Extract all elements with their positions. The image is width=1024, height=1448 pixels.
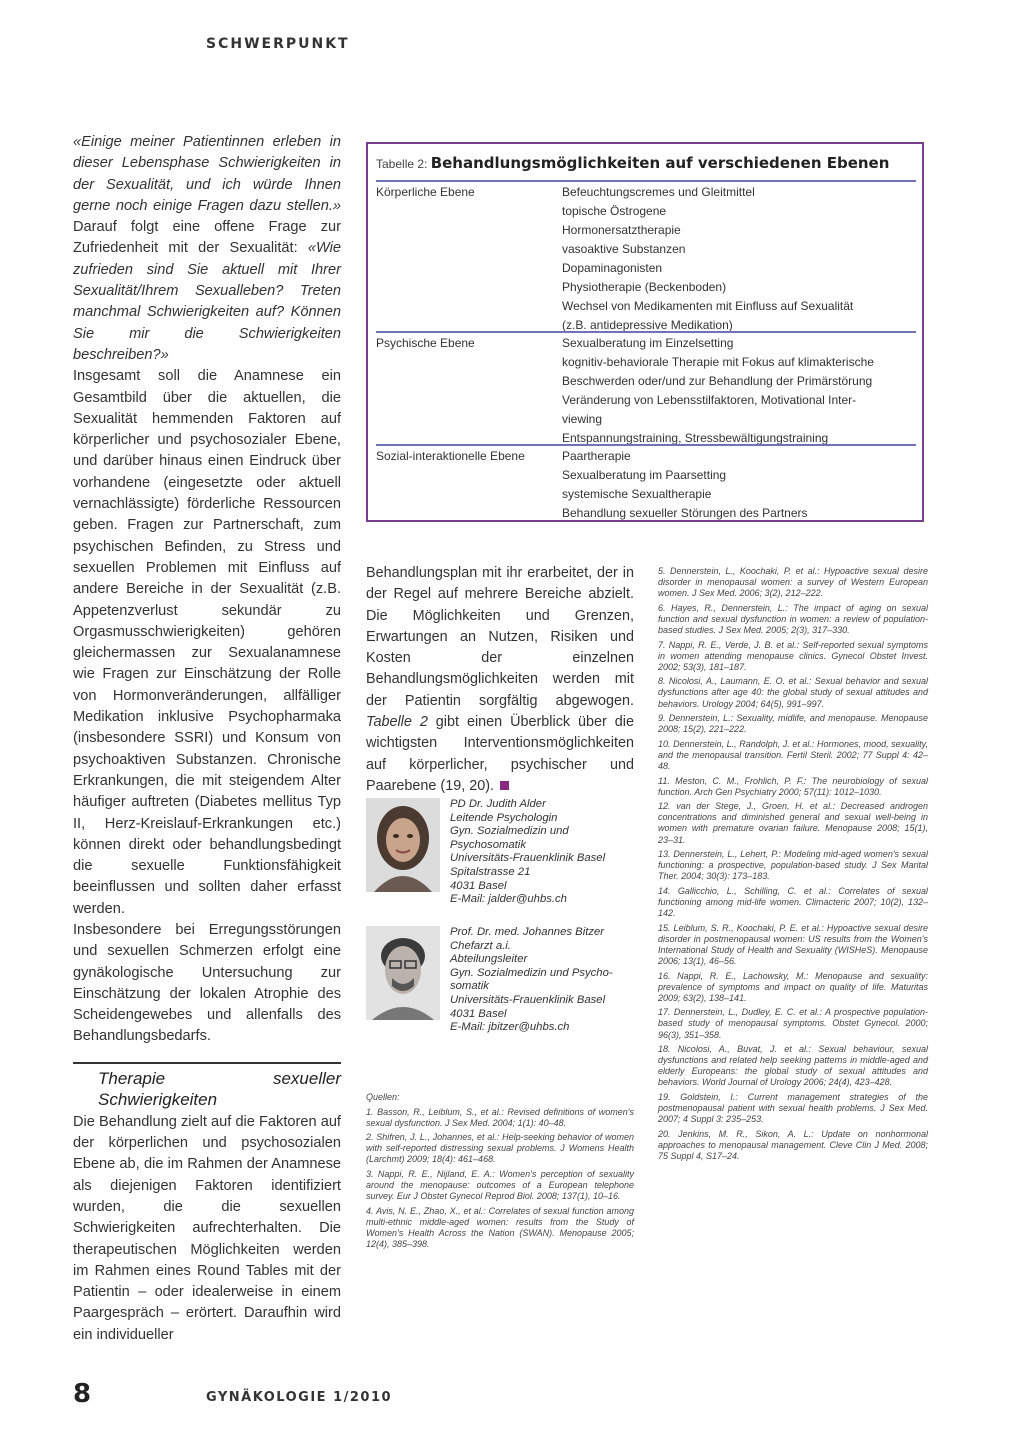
table-item: Beschwerden oder/und zur Behandlung der Primärstörung (562, 374, 873, 388)
table-item: Sexualberatung im Einzelsetting (562, 336, 734, 350)
author-role: Abteilungsleiter (450, 953, 528, 966)
reference-item: 10. Dennerstein, L., Randolph, J. et al.: Hormones, mood, sexuality, and the menopausal transition. Fertil Steril. 2002; 77 Suppl 4: 42–48. (658, 738, 928, 771)
author-email: E-Mail: jbitzer@uhbs.ch (450, 1021, 570, 1034)
quote-2: «Wie zufrieden sind Sie aktuell mit Ihrer Sexualität/Ihrem Sexualleben? Treten manchmal Schwierigkeiten auf? Können Sie mir die Schwierigkeiten beschreiben?» (73, 240, 341, 363)
quote-1: «Einige meiner Patientinnen erleben in dieser Lebensphase Schwierigkeiten in der Sexualität, und ich würde Ihnen gerne noch einige Fragen dazu stellen.» (73, 134, 341, 214)
author-role: Leitende Psychologin (450, 811, 558, 824)
section-divider (73, 1062, 341, 1064)
table-title: Behandlungsmöglichkeiten auf verschiedenen Ebenen (430, 154, 890, 172)
author-name: Prof. Dr. med. Johannes Bitzer (450, 926, 605, 938)
table-group-sozial (376, 447, 916, 523)
reference-item: 7. Nappi, R. E., Verde, J. B. et al.: Self-reported sexual symptoms in women attending menopause clinics. Gynecol Obstet Invest. 2002; 53(3), 181–187. (658, 639, 928, 672)
author-street: Spitalstrasse 21 (450, 865, 531, 878)
author-block-bitzer (366, 926, 646, 1034)
author-institution: Universitäts-Frauenklinik Basel (450, 993, 606, 1006)
paragraph-intro (73, 132, 341, 366)
section-title: Therapie sexueller Schwierigkeiten (98, 1068, 341, 1109)
left-column (73, 132, 341, 1346)
reference-item: 12. van der Stege, J., Groen, H. et al.: Decreased androgen concentrations and diminished general and sexual well-being in women with premature ovarian failure. Menopause 2008; 15(1), 23–31. (658, 801, 928, 845)
table-item: Paartherapie (562, 449, 631, 463)
author-role: Chefarzt a.i. (450, 939, 511, 952)
reference-item: 19. Goldstein, I.: Current management strategies of the postmenopausal patient with sexual health problems. J Sex Med. 2007; 4 Suppl 3: 235–253. (658, 1092, 928, 1125)
table-items (562, 334, 874, 448)
table-item: viewing (562, 412, 603, 426)
table-rule (376, 331, 916, 333)
table-items (562, 183, 853, 335)
table-items (562, 447, 808, 523)
author-dept: Gyn. Sozialmedizin und (450, 825, 569, 838)
reference-item: 20. Jenkins, M. R., Sikon, A. L.: Update on nonhormonal approaches to menopausal management. Cleve Clin J Med. 2008; 75 Suppl 4, S17–24. (658, 1128, 928, 1161)
author-dept: somatik (450, 980, 489, 993)
author-details (450, 798, 650, 907)
table-item: kognitiv-behaviorale Therapie mit Fokus auf klimakterische (562, 355, 874, 369)
reference-item: 1. Basson, R., Leiblum, S., et al.: Revised definitions of women's sexual dysfunction. J Sex Med. 2004; 1(1): 40–48. (366, 1106, 634, 1128)
author-details (450, 926, 650, 1035)
table-item: Hormonersatztherapie (562, 223, 681, 237)
author-dept: Gyn. Sozialmedizin und Psycho- (450, 966, 613, 979)
reference-item: 17. Dennerstein, L., Dudley, E. C. et al.: A prospective population-based study of menopausal symptoms. Obstet Gynecol. 2000; 96(3), 351–358. (658, 1007, 928, 1040)
table-behandlung (366, 142, 924, 522)
table-rule (376, 180, 916, 182)
table-reference: Tabelle 2 (366, 714, 428, 731)
table-caption (376, 154, 889, 172)
reference-item: 2. Shifren, J. L., Johannes, et al.: Help-seeking behavior of women with self-reported distressing sexual problems. J Womens Health (Larchmt) 2009; 18(4): 461–468. (366, 1132, 634, 1165)
table-item: Behandlung sexueller Störungen des Partners (562, 506, 808, 520)
page-number: 8 (73, 1379, 92, 1409)
table-group-psychisch (376, 334, 916, 448)
table-rule (376, 444, 916, 446)
table-item: Physiotherapie (Beckenboden) (562, 280, 727, 294)
paragraph-untersuchung: Insbesondere bei Erregungsstörungen und sexuellen Schmerzen erfolgt eine gynäkologische Untersuchung zur Einschätzung der lokalen Atrophie des Scheidengewebes und allenfalls des Behandlungsbedarfs. (73, 921, 341, 1045)
table-item: Entspannungstraining, Stressbewältigungstraining (562, 431, 829, 445)
reference-item: 5. Dennerstein, L., Koochaki, P. et al.: Hypoactive sexual desire disorder in menopausal women: a survey of Western European women. J Sex Med. 2006; 3(2), 212–222. (658, 566, 928, 599)
table-category: Sozial-interaktionelle Ebene (376, 449, 525, 463)
author-city: 4031 Basel (450, 879, 507, 892)
table-item: vasoaktive Substanzen (562, 242, 686, 256)
reference-item: 9. Dennerstein, L.: Sexuality, midlife, and menopause. Menopause 2008; 15(2), 221–222. (658, 713, 928, 735)
table-item: systemische Sexualtherapie (562, 487, 712, 501)
paragraph-behandlungsplan (366, 563, 634, 797)
author-block-alder (366, 798, 646, 906)
table-group-koerperlich (376, 183, 916, 335)
middle-column (366, 563, 634, 797)
text-run: gibt einen Überblick über die wichtigsten Interventionsmöglichkeiten auf körperlicher, psychischer und Paarebene (19, 20). (366, 714, 634, 794)
author-name: PD Dr. Judith Alder (450, 798, 546, 810)
table-category: Psychische Ebene (376, 336, 475, 350)
table-label: Tabelle 2: (376, 157, 431, 171)
references-list (658, 566, 928, 1166)
author-photo (366, 798, 440, 892)
table-item: Dopaminagonisten (562, 261, 663, 275)
table-category: Körperliche Ebene (376, 185, 475, 199)
reference-item: 4. Avis, N. E., Zhao, X., et al.: Correlates of sexual function among multi-ethnic middle-aged women: results from the Study of Women's Health Across the Nation (SWAN). Menopause 2005; 12(4), 385–398. (366, 1205, 634, 1250)
author-institution: Universitäts-Frauenklinik Basel (450, 852, 606, 865)
author-dept: Psychosomatik (450, 838, 526, 851)
reference-item: 3. Nappi, R. E., Nijland, E. A.: Women's perception of sexuality around the menopause: outcomes of a European telephone survey. Eur J Obstet Gynecol Reprod Biol. 2008; 137(1), 10–16. (366, 1169, 634, 1202)
section-header: SCHWERPUNKT (206, 36, 350, 52)
reference-item: 14. Gallicchio, L., Schilling, C. et al.: Correlates of sexual functioning among mid-life women. Climacteric 2007; 10(2), 132–142. (658, 885, 928, 919)
reference-item: 11. Meston, C. M., Frohlich, P. F.: The neurobiology of sexual function. Arch Gen Psychiatry 2000; 57(11): 1012–1030. (658, 775, 928, 797)
author-photo (366, 926, 440, 1020)
sources-label: Quellen: (366, 1092, 400, 1102)
paragraph-therapie: Die Behandlung zielt auf die Faktoren auf der körperlichen und psychosozialen Ebene ab, die im Rahmen der Anamnese als diejenigen Faktoren identifiziert wurden, die die sexuellen Schwierigkeiten aufrechterhalten. Die therapeutischen Möglichkeiten werden im Rahmen eines Round Tables mit der Patientin – oder idealerweise in einem Paargespräch – erörtert. Daraufhin wird ein individueller (73, 1113, 341, 1343)
author-email: E-Mail: jalder@uhbs.ch (450, 893, 567, 906)
reference-item: 15. Leiblum, S. R., Koochaki, P. E. et al.: Hypoactive sexual desire disorder in postmenopausal women: US results from the Women's International Study of Health and Sexuality (WISHeS). Menopause 2006; 13(1), 46–56. (658, 922, 928, 966)
reference-item: 18. Nicolosi, A., Buvat, J. et al.: Sexual behaviour, sexual dysfunctions and related help seeking patterns in middle-aged and elderly Europeans: the global study of sexual attitudes and behaviors. World Journal of Urology 2006; 24(4), 423–428. (658, 1044, 928, 1088)
table-item: (z.B. antidepressive Medikation) (562, 318, 733, 332)
reference-item: 6. Hayes, R., Dennerstein, L.: The impact of aging on sexual function and sexual dysfunction in women: a review of population-based studies. J Sex Med. 2005; 2(3), 317–330. (658, 602, 928, 635)
intro-text: Darauf folgt eine offene Frage zur Zufriedenheit mit der Sexualität: (73, 219, 341, 257)
sources-list (366, 1092, 634, 1254)
paragraph-anamnese: Insgesamt soll die Anamnese ein Gesamtbild über die aktuellen, die Sexualität hemmenden Faktoren auf körperlicher und psychosozialer Ebene, und darüber hinaus einen Eindruck über vorhandene (eingesetzte oder aktuell vernachlässigte) förderliche Ressourcen geben. Fragen zur Partnerschaft, zum psychischen Befinden, zu Stress und sexuellen Problemen mit Einfluss auf andere Bereiche in der Sexualität (z.B. Appetenzverlust sekundär zu Orgasmusschwierigkeiten) gehören gleichermassen zur Sexualanamnese wie Fragen zur Einschätzung der Rolle von Hormonveränderungen, allfälliger Medikation inklusive Psychopharmaka (insbesondere SSRI) und Konsum von psychoaktiven Substanzen. Chronische Erkrankungen, die mit steigendem Alter häufiger auftreten (Diabetes mellitus Typ II, Herz-Kreislauf-Erkrankungen etc.) können direkt oder behandlungsbedingt die sexuelle Funktionsfähigkeit beeinflussen und sollten daher erfasst werden. (73, 368, 341, 917)
table-item: topische Östrogene (562, 204, 667, 218)
end-mark-icon (500, 781, 509, 790)
author-city: 4031 Basel (450, 1007, 507, 1020)
reference-item: 13. Dennerstein, L., Lehert, P.: Modeling mid-aged women's sexual functioning: a prospective, population-based study. J Sex Marital Ther. 2004; 30(3): 173–183. (658, 849, 928, 882)
table-item: Veränderung von Lebensstilfaktoren, Motivational Inter- (562, 393, 857, 407)
text-run: Behandlungsplan mit ihr erarbeitet, der in der Regel auf mehrere Bereiche abzielt. Die Möglichkeiten und Grenzen, Erwartungen an Nutzen, Risiken und Kosten der einzelnen Behandlungsmöglichkeiten werden mit der Patientin sorgfältig abgewogen. (366, 565, 634, 709)
table-item: Befeuchtungscremes und Gleitmittel (562, 185, 755, 199)
reference-item: 8. Nicolosi, A., Laumann, E. O. et al.: Sexual behavior and sexual dysfunctions after age 40: the global study of sexual attitudes and behaviors. Urology 2004; 64(5), 991–997. (658, 676, 928, 709)
reference-item: 16. Nappi, R. E., Lachowsky, M.: Menopause and sexuality: prevalence of symptoms and impact on quality of life. Maturitas 2009; 63(2), 138–141. (658, 970, 928, 1003)
journal-name: GYNÄKOLOGIE 1/2010 (206, 1390, 393, 1405)
table-item: Sexualberatung im Paarsetting (562, 468, 727, 482)
table-item: Wechsel von Medikamenten mit Einfluss auf Sexualität (562, 299, 854, 313)
